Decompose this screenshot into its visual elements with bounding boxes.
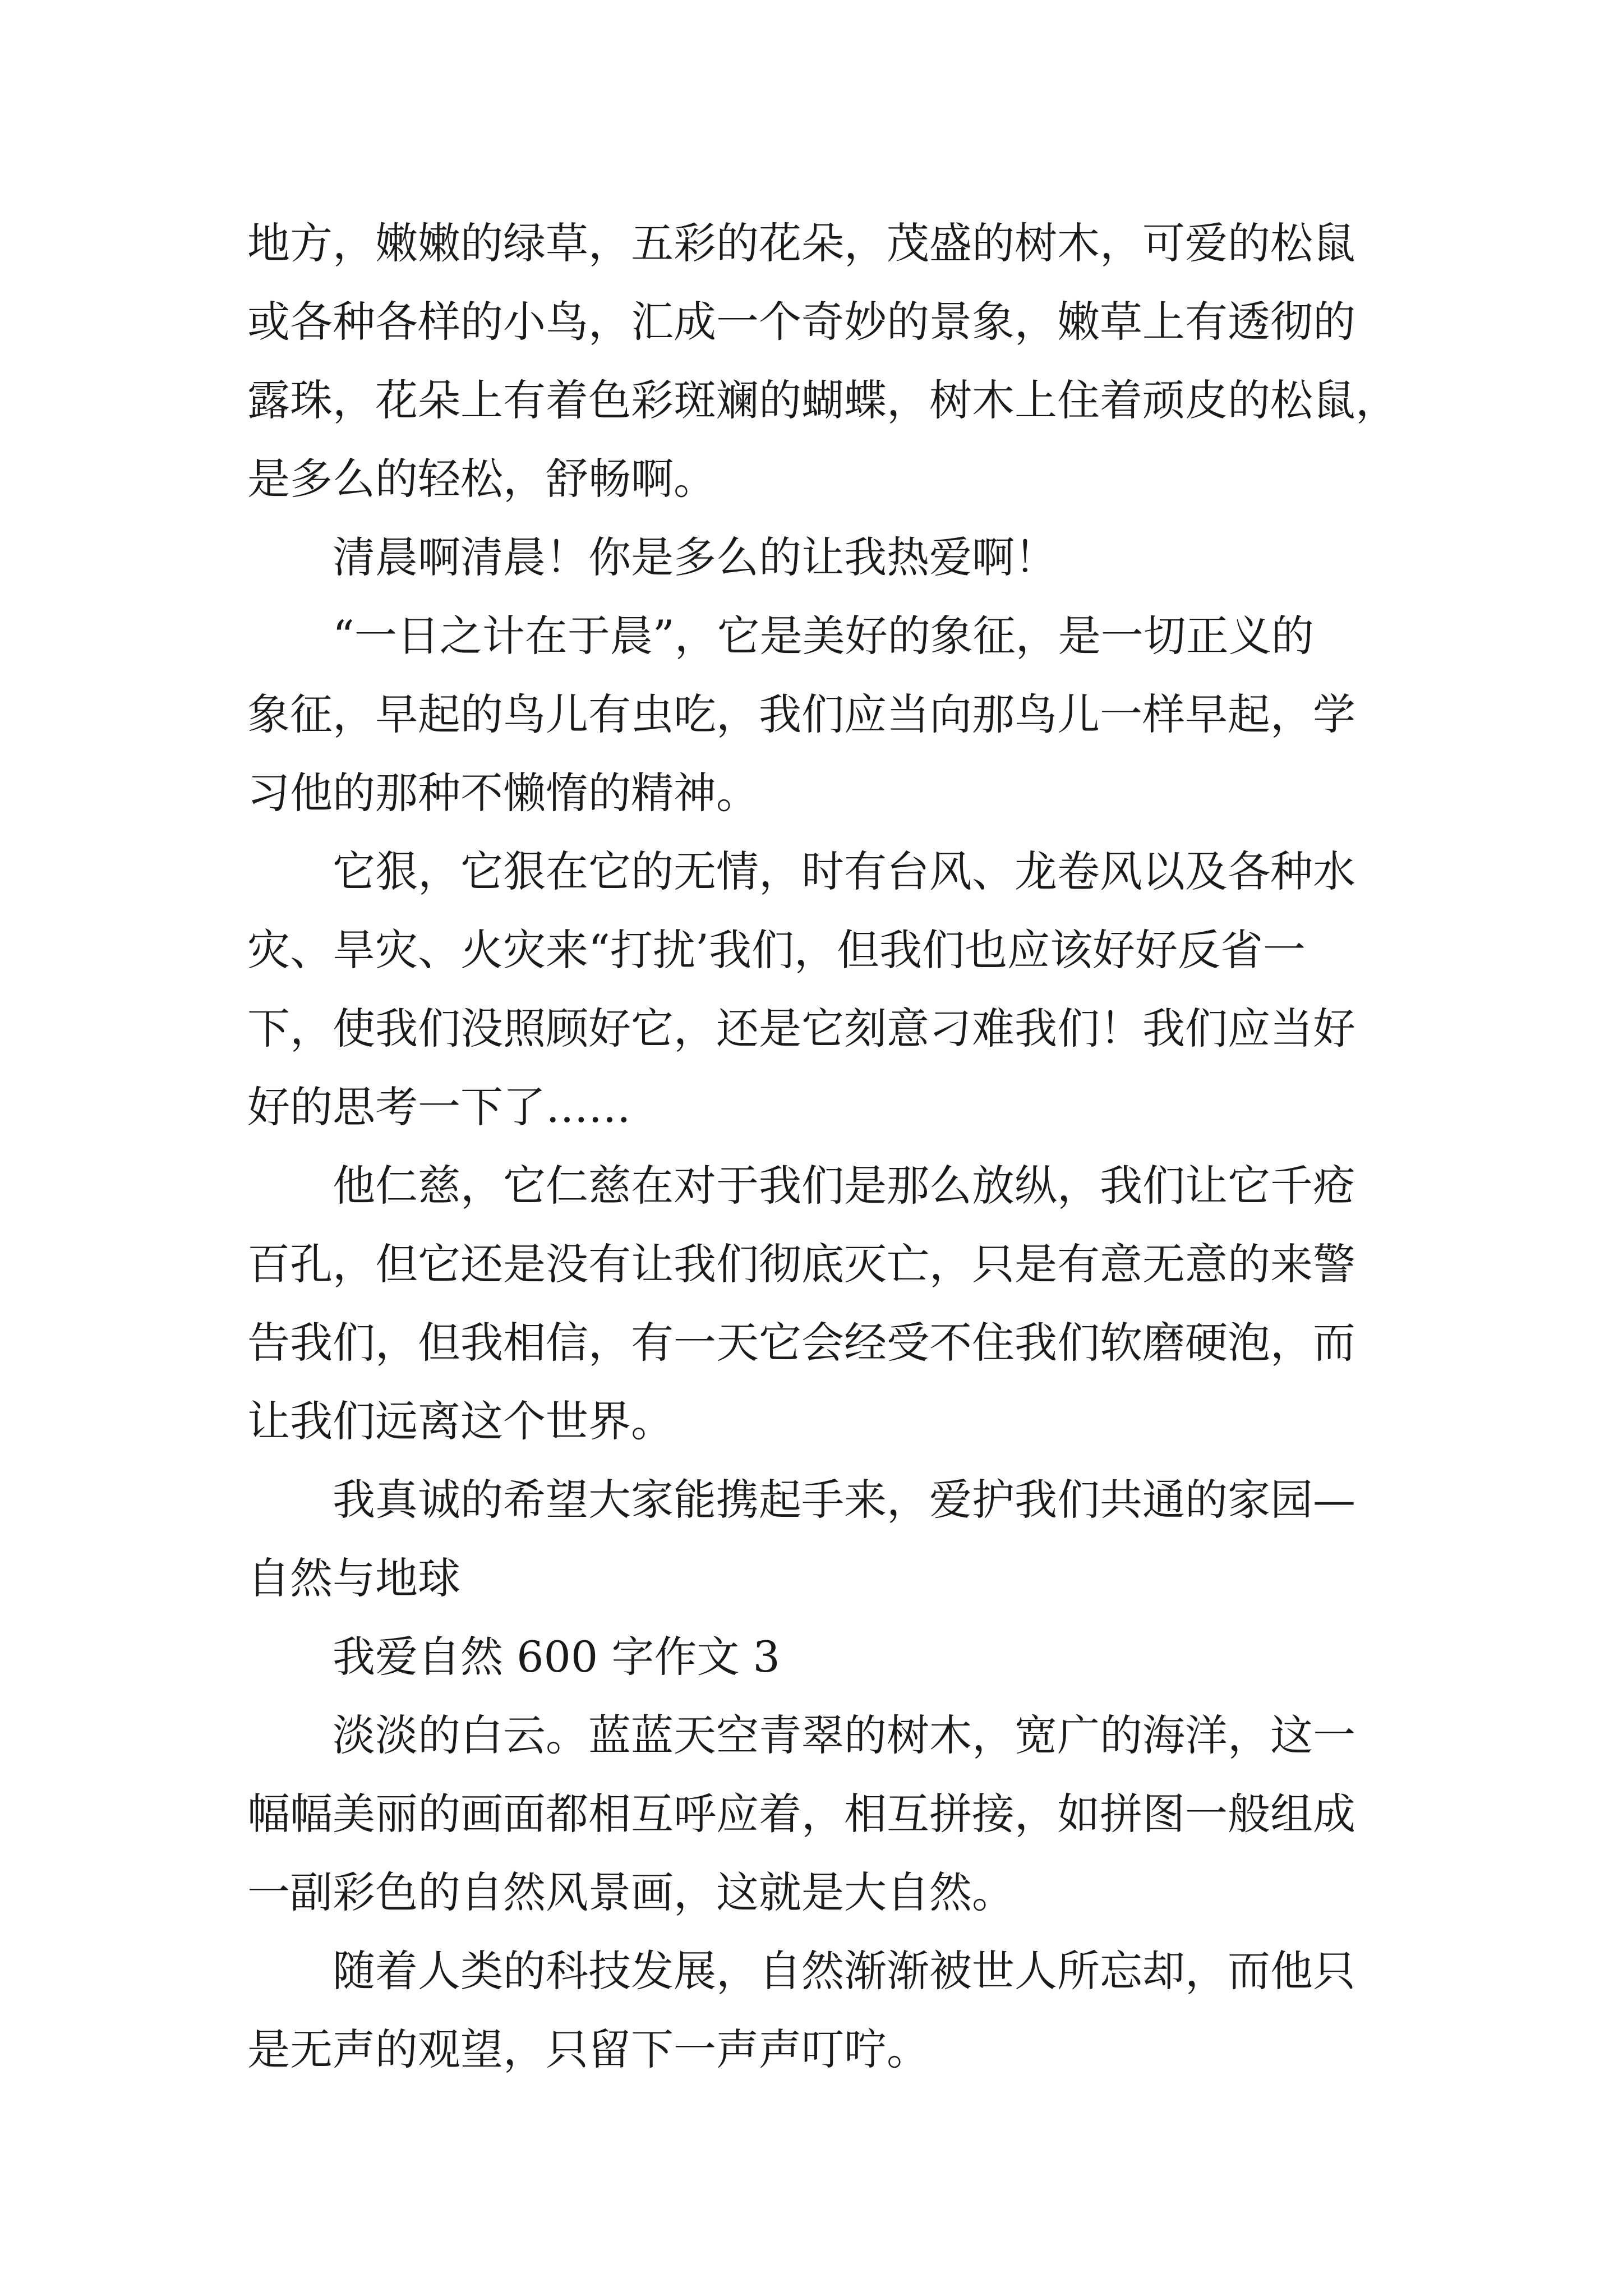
paragraph-first-line: 他仁慈，它仁慈在对于我们是那么放纵，我们让它千疮	[333, 1161, 1355, 1211]
text-line: 象征，早起的鸟儿有虫吃，我们应当向那鸟儿一样早起，学	[247, 689, 1355, 739]
document-body	[247, 218, 1398, 2104]
text-line: 或各种各样的小鸟，汇成一个奇妙的景象，嫩草上有透彻的	[247, 297, 1355, 347]
text-line: 自然与地球	[247, 1553, 460, 1603]
paragraph-first-line: 随着人类的科技发展，自然渐渐被世人所忘却，而他只	[333, 1946, 1355, 1996]
paragraph-first-line: 我真诚的希望大家能携起手来，爱护我们共通的家园—	[333, 1475, 1355, 1525]
paragraph-first-line: 清晨啊清晨！你是多么的让我热爱啊！	[333, 532, 1057, 582]
section-heading: 我爱自然 600 字作文 3	[333, 1632, 780, 1682]
paragraph-first-line: 淡淡的白云。蓝蓝天空青翠的树木，宽广的海洋，这一	[333, 1710, 1355, 1760]
paragraph-first-line: 它狠，它狠在它的无情，时有台风、龙卷风以及各种水	[333, 846, 1355, 896]
text-line: 一副彩色的自然风景画，这就是大自然。	[247, 1867, 1015, 1917]
text-line: 幅幅美丽的画面都相互呼应着，相互拼接，如拼图一般组成	[247, 1789, 1355, 1839]
text-line: 是无声的观望，只留下一声声叮咛。	[247, 2024, 929, 2074]
text-line: 告我们，但我相信，有一天它会经受不住我们软磨硬泡，而	[247, 1318, 1355, 1368]
paragraph-first-line: “一日之计在于晨”，它是美好的象征，是一切正义的	[333, 611, 1314, 661]
text-line: 灾、旱灾、火灾来“打扰’我们，但我们也应该好好反省一	[247, 925, 1306, 975]
text-line: 是多么的轻松，舒畅啊。	[247, 454, 716, 504]
text-line: 露珠，花朵上有着色彩斑斓的蝴蝶，树木上住着顽皮的松鼠，	[247, 375, 1398, 425]
text-line: 地方，嫩嫩的绿草，五彩的花朵，茂盛的树木，可爱的松鼠	[247, 218, 1355, 268]
text-line: 好的思考一下了……	[247, 1082, 631, 1132]
text-line: 让我们远离这个世界。	[247, 1396, 674, 1446]
text-line: 下，使我们没照顾好它，还是它刻意刁难我们！我们应当好	[247, 1004, 1355, 1053]
text-line: 习他的那种不懒惰的精神。	[247, 768, 759, 818]
text-line: 百孔，但它还是没有让我们彻底灭亡，只是有意无意的来警	[247, 1239, 1355, 1289]
